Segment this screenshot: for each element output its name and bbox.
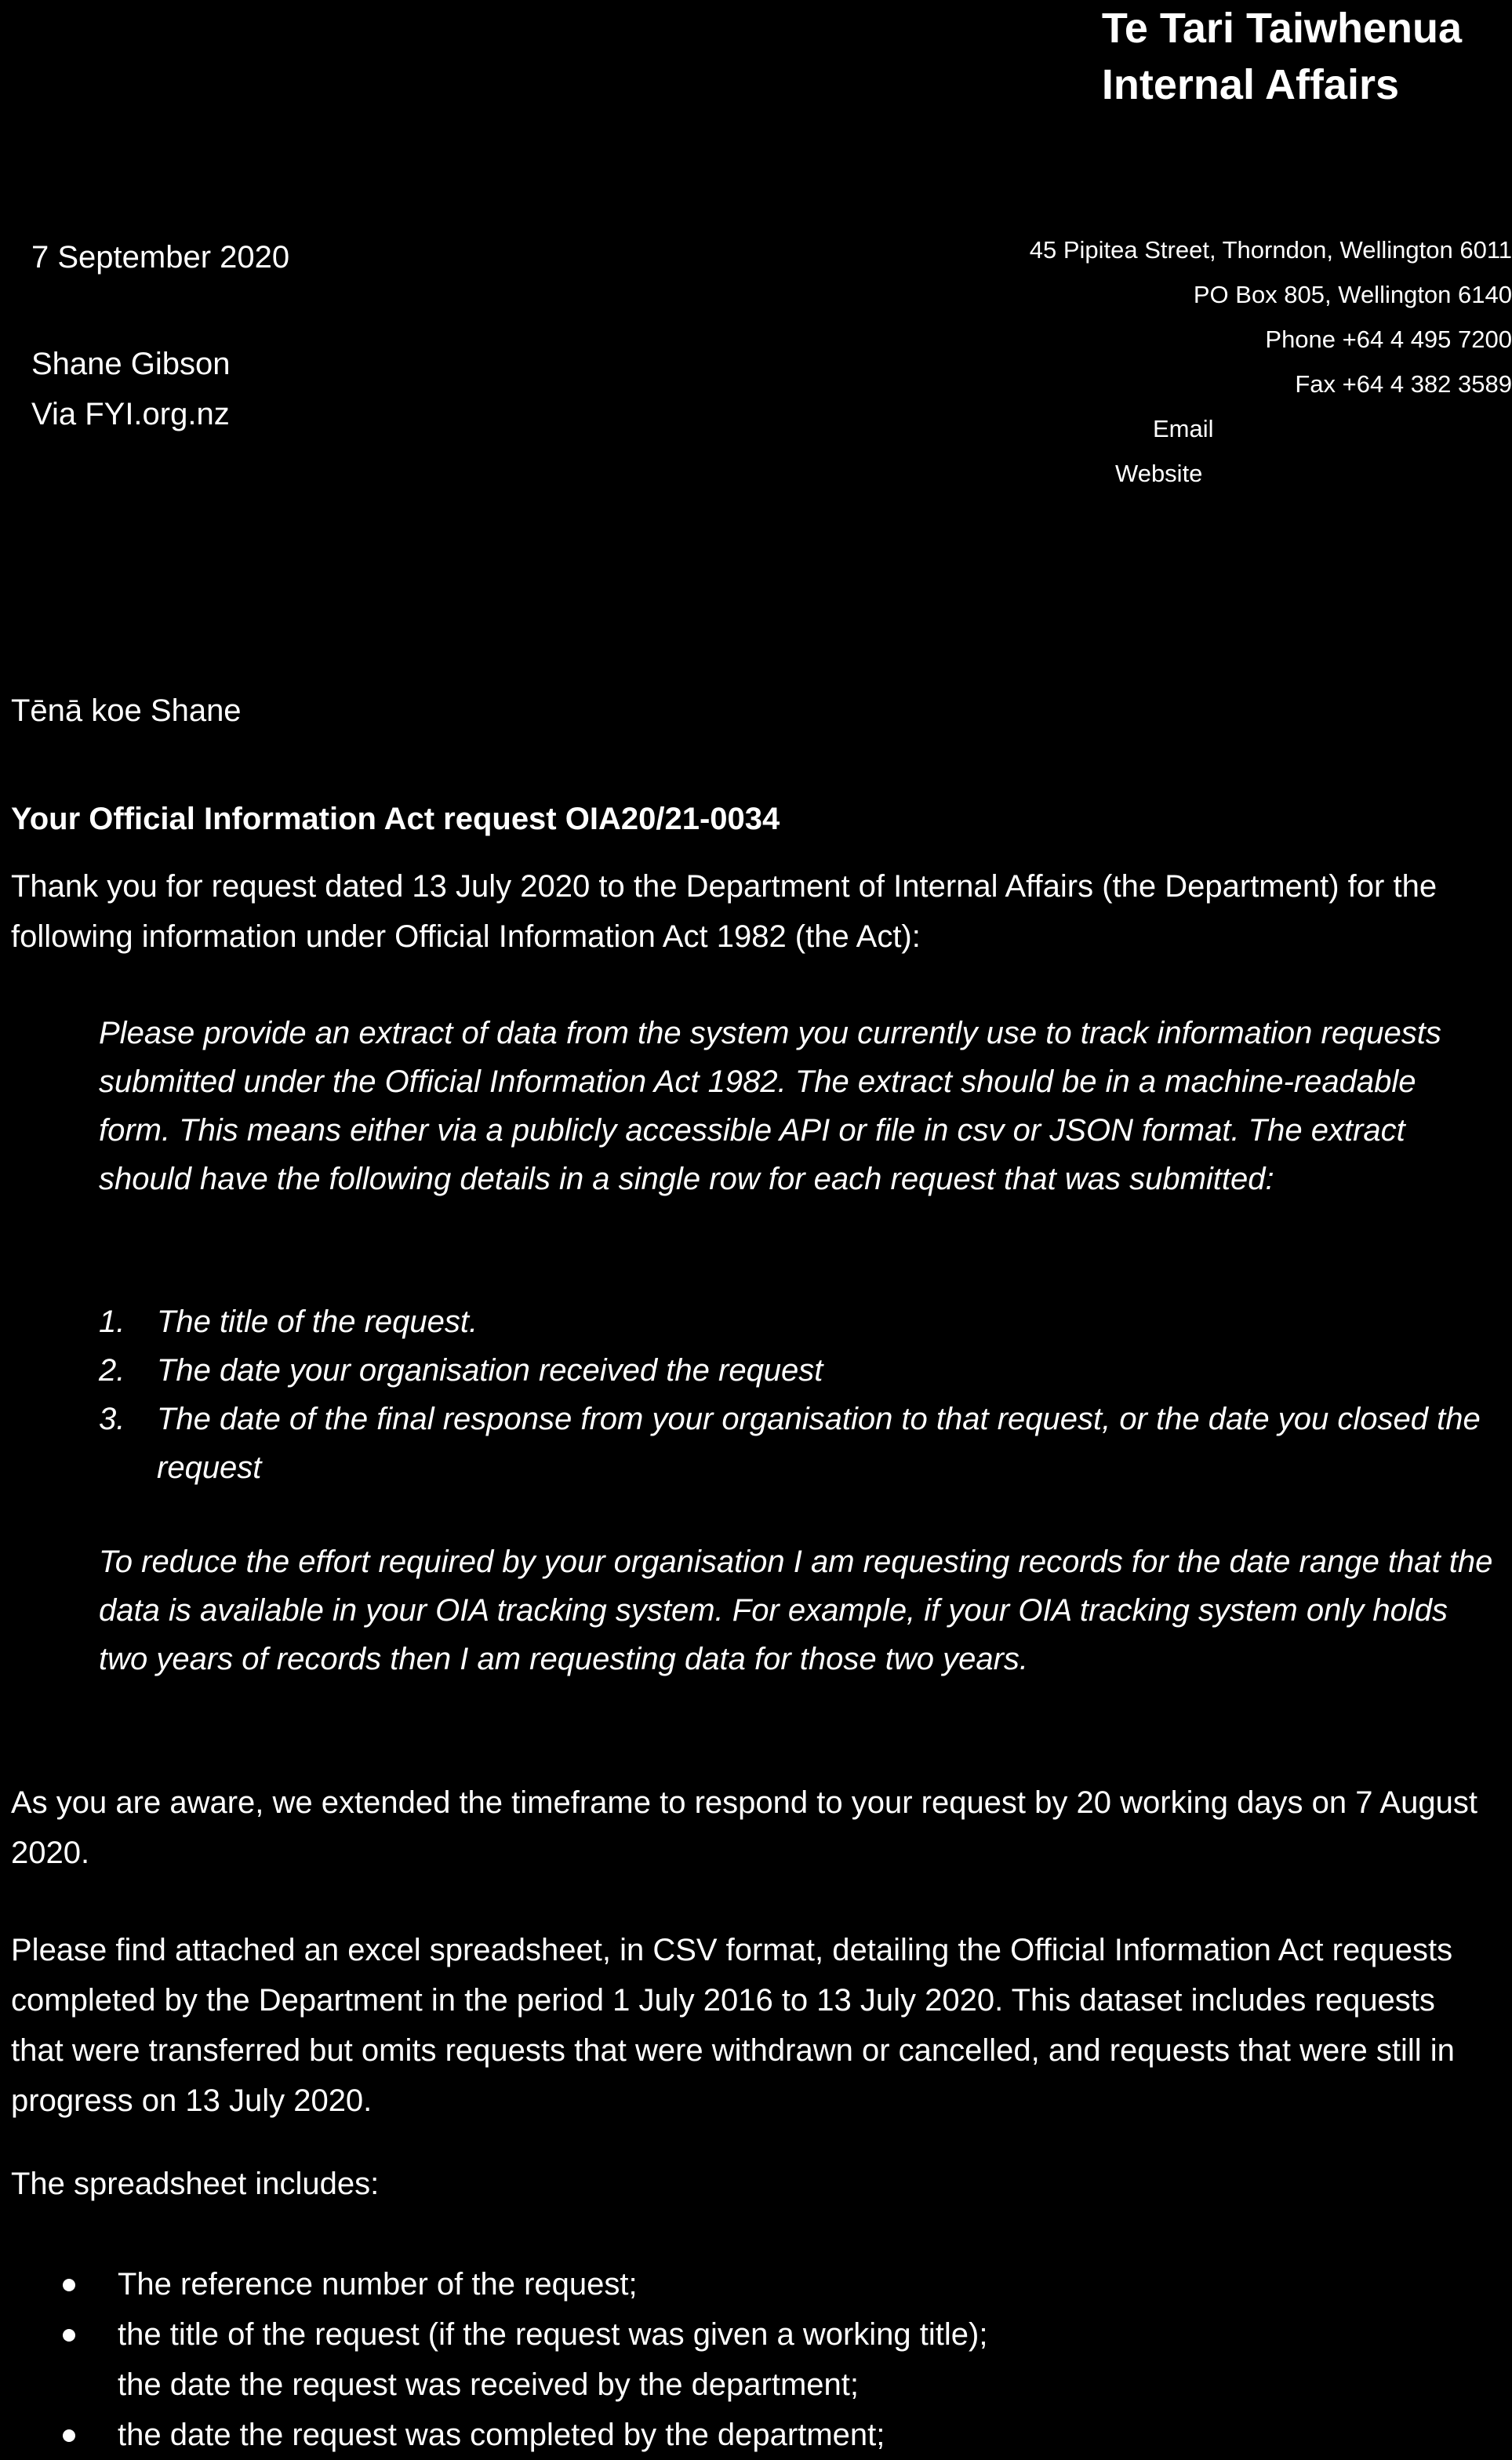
list-item [55, 2410, 1467, 2460]
list-item-text: The date of the final response from your organisation to that request, or the date you closed the request [157, 1402, 1481, 1485]
quoted-list-item [99, 1395, 1495, 1492]
list-item-text: The date your organisation received the request [157, 1353, 823, 1388]
department-english-name: Internal Affairs [1101, 61, 1399, 108]
contact-block [728, 227, 1512, 496]
bullet-icon [63, 2279, 75, 2291]
contact-email-label: Email [1153, 415, 1214, 442]
list-item-text: The reference number of the request; [118, 2267, 638, 2302]
quoted-request-paragraph: Please provide an extract of data from the system you currently use to track information requests submitted under the Official Information Act 1982. The extract should be in a machine-readable form. This means either via a publicly accessible API or file in csv or JSON format. The extract should have the following details in a single row for each request that was submitted: [99, 1016, 1441, 1196]
list-number: 3. [99, 1402, 125, 1436]
contact-fax: Fax +64 4 382 3589 [1295, 370, 1512, 398]
contact-po-box: PO Box 805, Wellington 6140 [1193, 281, 1512, 308]
bullet-icon [63, 2429, 75, 2442]
contact-address: 45 Pipitea Street, Thorndon, Wellington 6011 [1029, 236, 1512, 264]
request-heading: Your Official Information Act request OIA20/21-0034 [11, 802, 780, 836]
list-item [55, 2360, 1467, 2410]
list-item [55, 2259, 1467, 2309]
list-item-text: The title of the request. [157, 1305, 478, 1339]
recipient-block [31, 339, 231, 439]
bullet-icon [63, 2329, 75, 2342]
list-item-text: the title of the request (if the request was given a working title); [118, 2317, 988, 2352]
recipient-via: Via FYI.org.nz [31, 397, 230, 431]
contact-phone: Phone +64 4 495 7200 [1265, 326, 1512, 353]
extension-paragraph: As you are aware, we extended the timeframe to respond to your request by 20 working days on 7 August 2020. [11, 1785, 1477, 1870]
spreadsheet-includes-intro: The spreadsheet includes: [11, 2167, 380, 2201]
list-number: 2. [99, 1353, 125, 1388]
contact-website-label: Website [1115, 460, 1203, 487]
quoted-request-list [99, 1297, 1495, 1492]
list-item-text: the date the request was received by the department; [118, 2367, 860, 2402]
letter-date: 7 September 2020 [31, 240, 290, 275]
recipient-name: Shane Gibson [31, 347, 231, 381]
quoted-list-item [99, 1297, 1495, 1346]
spreadsheet-includes-list [55, 2259, 1467, 2460]
letterhead [1102, 0, 1462, 113]
quoted-list-item [99, 1346, 1495, 1395]
department-maori-name: Te Tari Taiwhenua [1101, 5, 1462, 52]
list-number: 1. [99, 1305, 125, 1339]
intro-paragraph: Thank you for request dated 13 July 2020 to the Department of Internal Affairs (the Department) for the following information under Official Information Act 1982 (the Act): [11, 869, 1437, 954]
list-item-text: the date the request was completed by the department; [118, 2418, 885, 2452]
list-item [55, 2309, 1467, 2360]
salutation: Tēnā koe Shane [11, 693, 242, 728]
quoted-request-closing: To reduce the effort required by your organisation I am requesting records for the date range that the data is available in your OIA tracking system. For example, if your OIA tracking system only holds two years of records then I am requesting data for those two years. [99, 1545, 1493, 1676]
attachment-paragraph: Please find attached an excel spreadsheet, in CSV format, detailing the Official Information Act requests completed by the Department in the period 1 July 2016 to 13 July 2020. This dataset includes requests that were transferred but omits requests that were withdrawn or cancelled, and requests that were still in progress on 13 July 2020. [11, 1933, 1455, 2118]
